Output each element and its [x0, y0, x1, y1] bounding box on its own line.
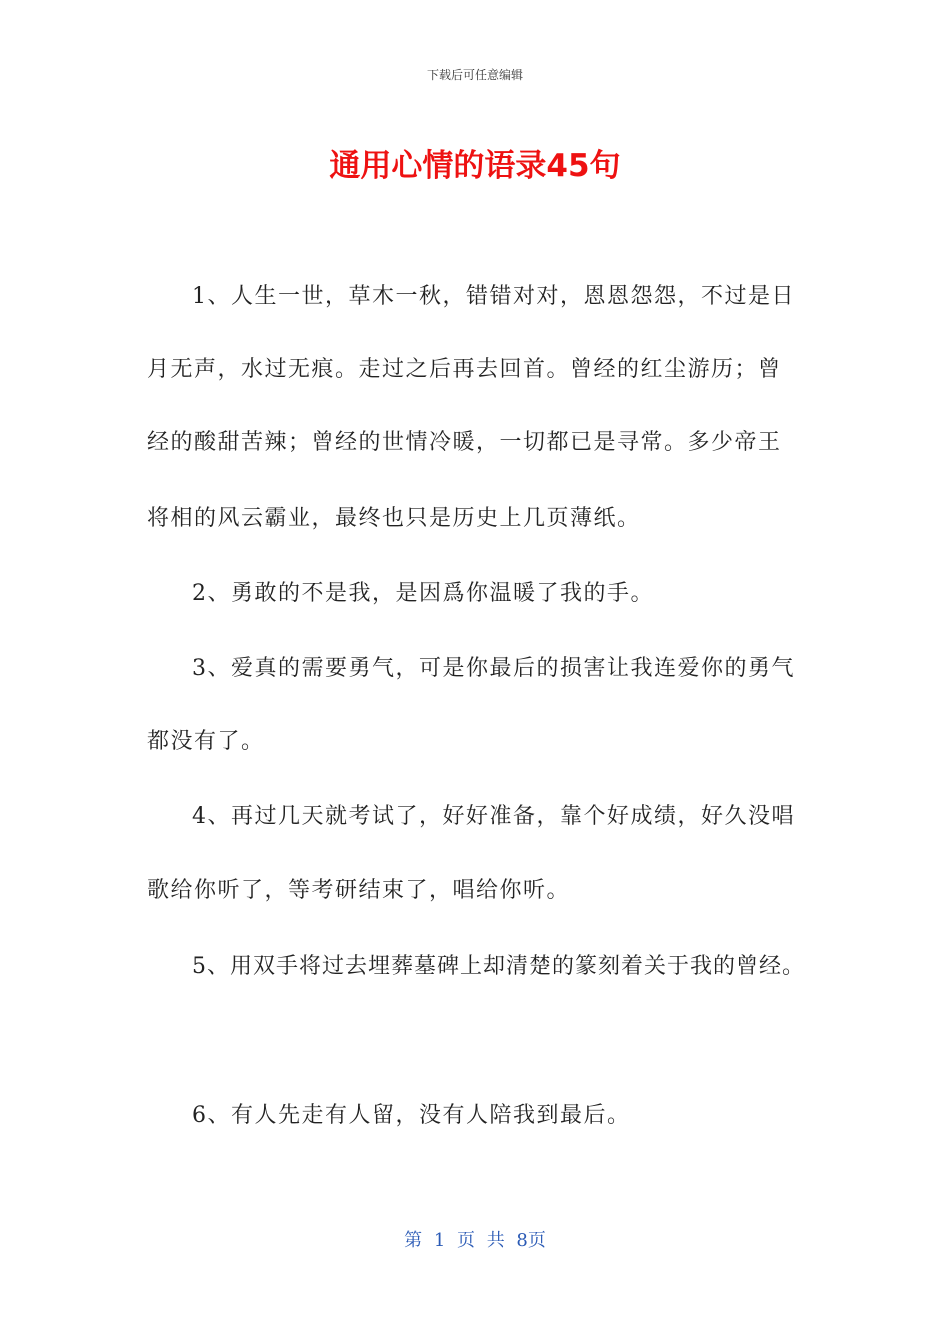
paragraph-5-line-1: 5、用双手将过去埋葬墓碑上却清楚的篆刻着关于我的曾经。	[192, 954, 805, 979]
paragraph-1-line-3: 经的酸甜苦辣；曾经的世情冷暖，一切都已是寻常。多少帝王	[147, 430, 782, 455]
paragraph-1-line-2: 月无声，水过无痕。走过之后再去回首。曾经的红尘游历；曾	[147, 357, 782, 382]
paragraph-3-line-2: 都没有了。	[147, 729, 265, 754]
paragraph-1-line-4: 将相的风云霸业，最终也只是历史上几页薄纸。	[147, 506, 641, 531]
paragraph-4-line-2: 歌给你听了，等考研结束了，唱给你听。	[147, 878, 571, 903]
paragraph-4-line-1: 4、再过几天就考试了，好好准备，靠个好成绩，好久没唱	[192, 804, 795, 829]
document-title: 通用心情的语录45句	[329, 148, 621, 184]
paragraph-3-line-1: 3、爱真的需要勇气，可是你最后的损害让我连爱你的勇气	[192, 656, 795, 681]
header-note: 下载后可任意编辑	[426, 68, 523, 82]
paragraph-1-line-1: 1、人生一世，草木一秋，错错对对，恩恩怨怨，不过是日	[192, 284, 795, 309]
paragraph-2-line-1: 2、勇敢的不是我，是因爲你温暖了我的手。	[192, 581, 654, 606]
paragraph-6-line-1: 6、有人先走有人留，没有人陪我到最后。	[192, 1103, 631, 1128]
page-number-footer: 第 1 页 共 8页	[404, 1230, 546, 1251]
